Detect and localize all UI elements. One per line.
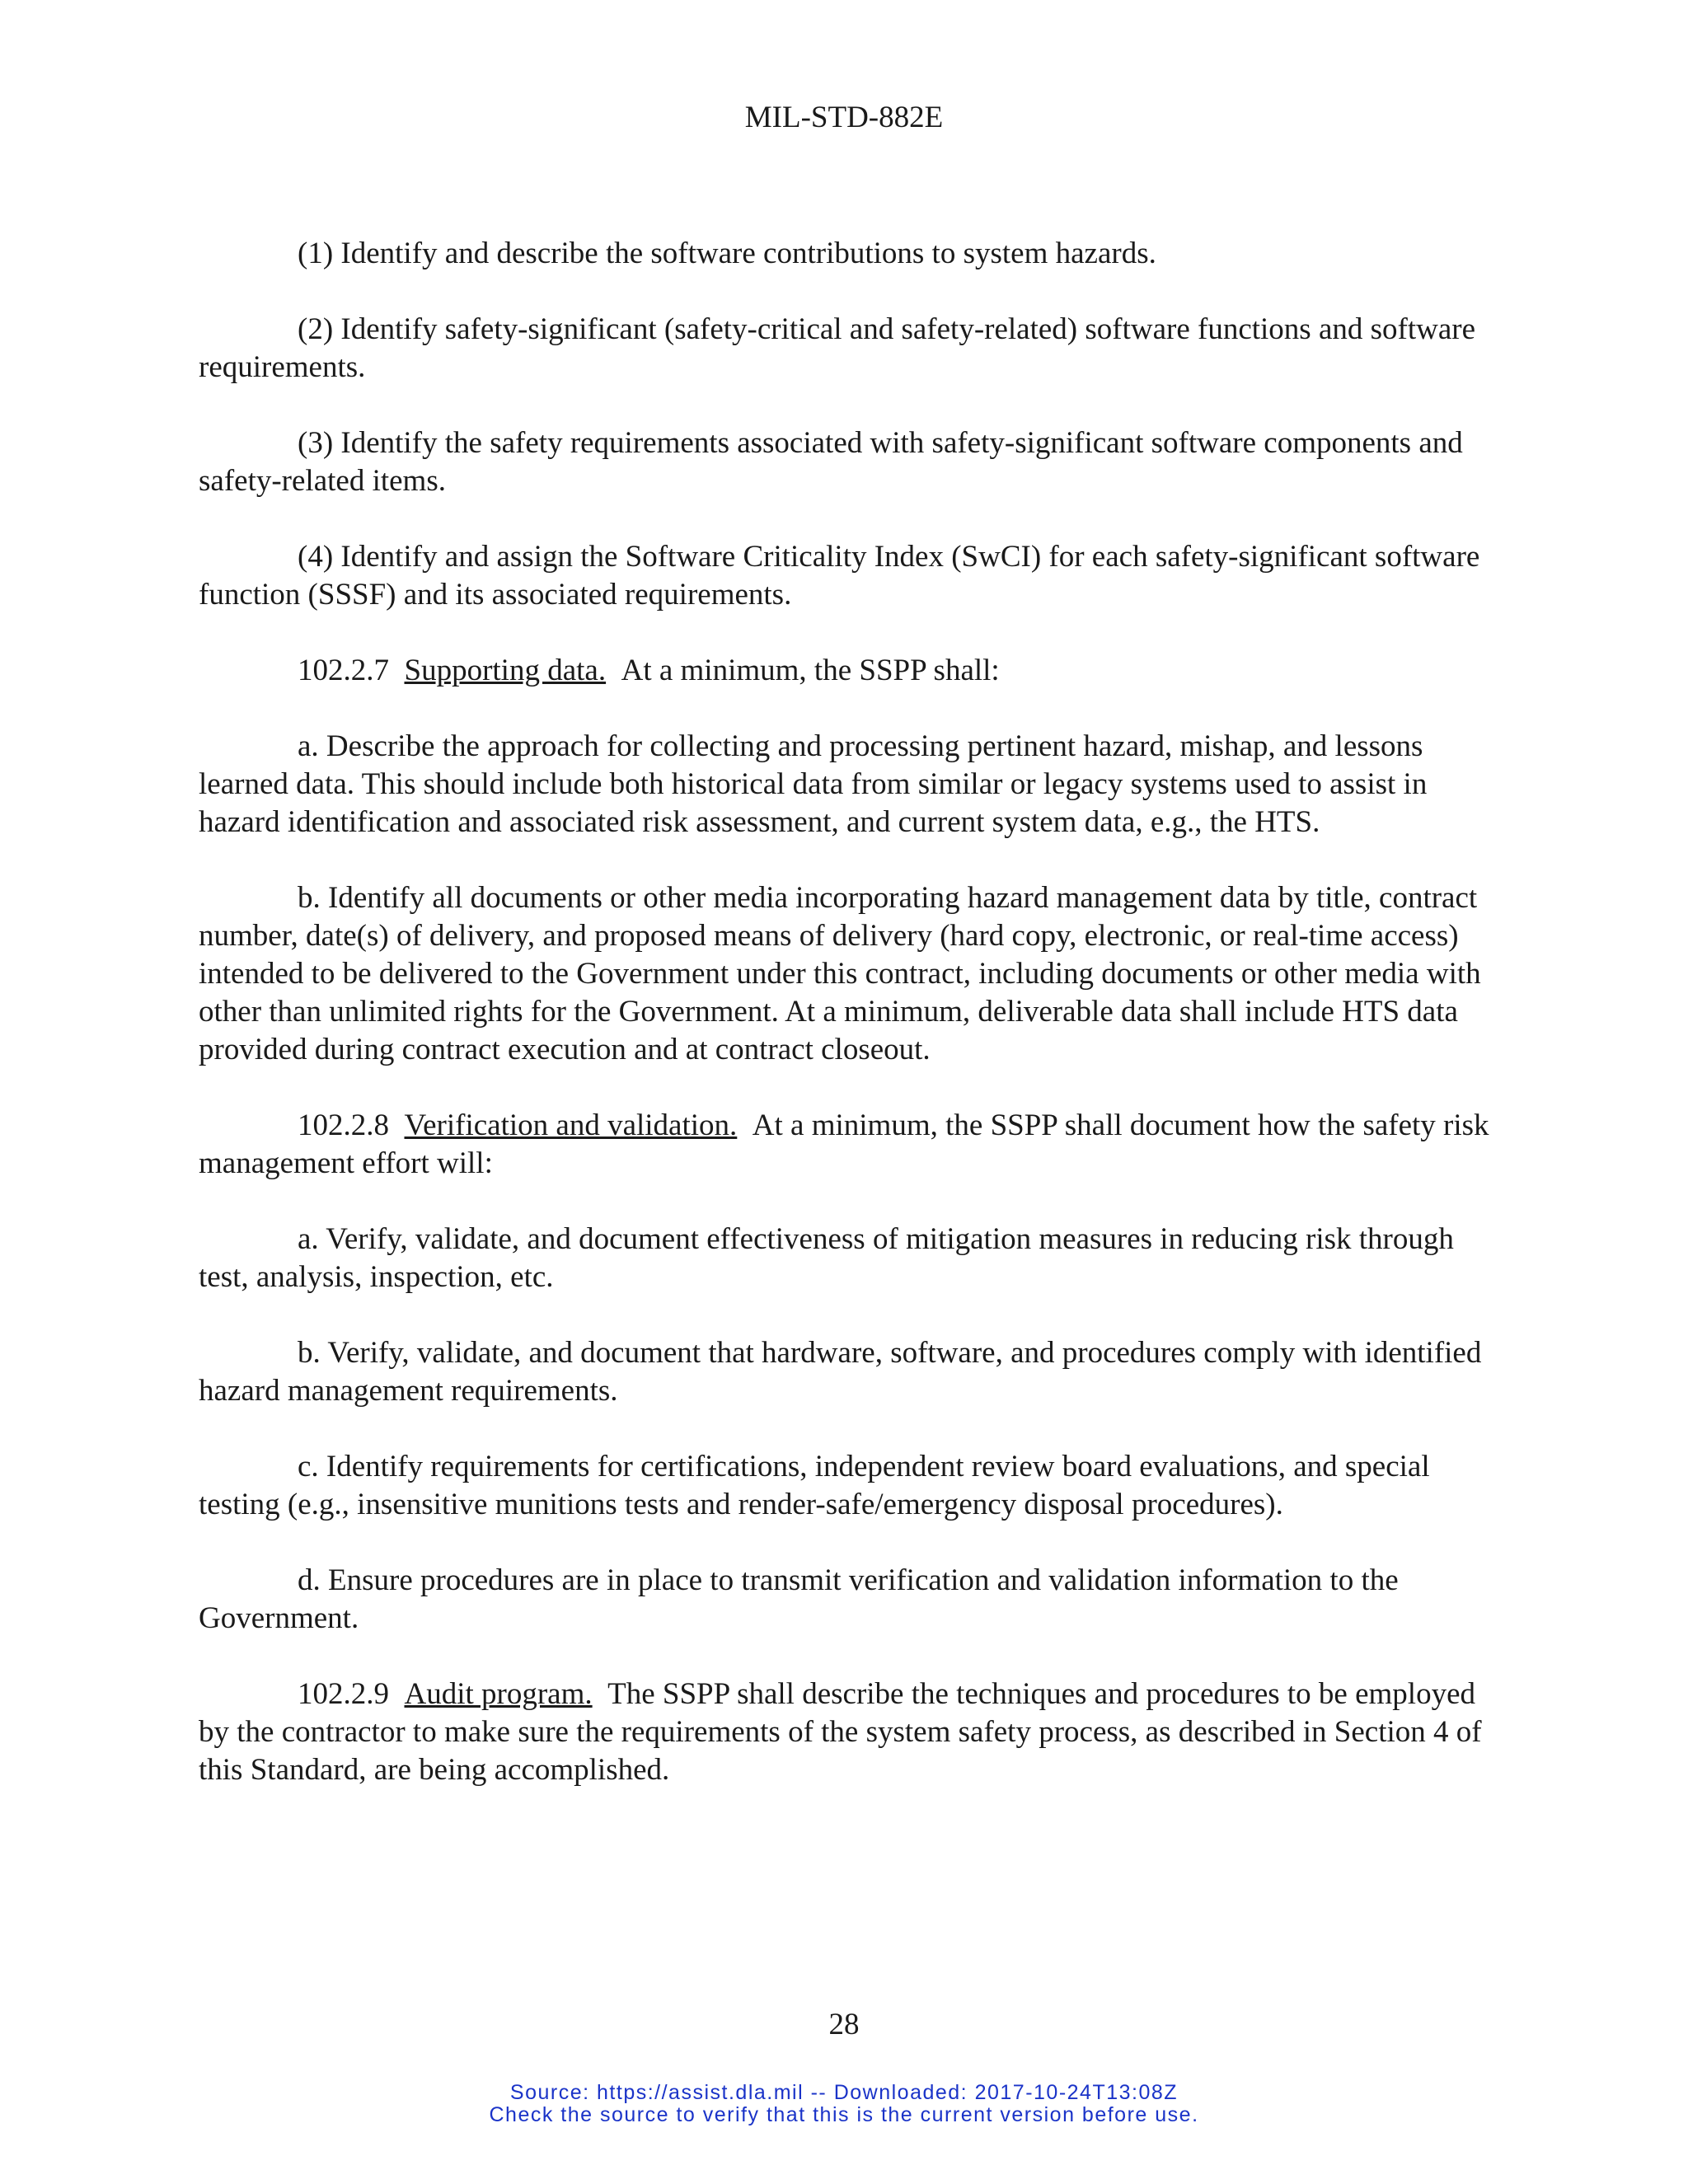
- list-item: [199, 1448, 1489, 1524]
- section-paragraph-102-2-7: [199, 652, 1489, 690]
- list-item: [199, 235, 1489, 273]
- paragraph-text: (3) Identify the safety requirements associated with safety-significant software components and safety-related items.: [199, 426, 1463, 498]
- source-footer: [0, 2082, 1688, 2126]
- list-item: [199, 879, 1489, 1069]
- section-heading: Verification and validation.: [404, 1108, 738, 1142]
- list-item: [199, 728, 1489, 841]
- page-number: 28: [828, 2008, 860, 2041]
- list-item: [199, 1221, 1489, 1296]
- section-paragraph-102-2-9: [199, 1675, 1489, 1789]
- paragraph-text: At a minimum, the SSPP shall:: [621, 654, 1000, 687]
- section-number: 102.2.7: [298, 654, 389, 687]
- section-paragraph-102-2-8: [199, 1107, 1489, 1183]
- list-item: [199, 1562, 1489, 1638]
- list-item: [199, 1334, 1489, 1410]
- section-number: 102.2.9: [298, 1677, 389, 1711]
- paragraph-text: The SSPP shall describe the techniques and procedures to be employed by the contractor to make sure the requirements of the system safety process, as described in Section 4 of this Standard, are being accomplished.: [199, 1677, 1482, 1787]
- paragraph-text: d. Ensure procedures are in place to transmit verification and validation information to the Government.: [199, 1563, 1399, 1635]
- section-number: 102.2.8: [298, 1108, 389, 1142]
- paragraph-text: a. Verify, validate, and document effectiveness of mitigation measures in reducing risk through test, analysis, inspection, etc.: [199, 1222, 1454, 1294]
- paragraph-text: (2) Identify safety-significant (safety-critical and safety-related) software functions and software requirements.: [199, 312, 1476, 384]
- verify-line: Check the source to verify that this is the current version before use.: [489, 2103, 1199, 2126]
- list-item: [199, 538, 1489, 614]
- paragraph-text: At a minimum, the SSPP shall document how the safety risk management effort will:: [199, 1108, 1489, 1180]
- document-id-header: MIL-STD-882E: [744, 101, 944, 134]
- source-line: Source: https://assist.dla.mil -- Downloaded: 2017-10-24T13:08Z: [509, 2081, 1179, 2104]
- paragraph-text: (4) Identify and assign the Software Criticality Index (SwCI) for each safety-significant software function (SSSF) and its associated requirements.: [199, 540, 1480, 612]
- paragraph-text: a. Describe the approach for collecting and processing pertinent hazard, mishap, and lessons learned data. This should include both historical data from similar or legacy systems used to assist in hazard identification and associated risk assessment, and current system data, e.g., the HTS.: [199, 729, 1428, 839]
- paragraph-text: (1) Identify and describe the software contributions to system hazards.: [298, 237, 1156, 270]
- section-heading: Audit program.: [404, 1677, 593, 1711]
- paragraph-text: b. Verify, validate, and document that hardware, software, and procedures comply with identified hazard management requirements.: [199, 1336, 1482, 1408]
- paragraph-text: c. Identify requirements for certifications, independent review board evaluations, and special testing (e.g., insensitive munitions tests and render-safe/emergency disposal procedures).: [199, 1450, 1430, 1521]
- list-item: [199, 311, 1489, 387]
- paragraph-text: b. Identify all documents or other media incorporating hazard management data by title, contract number, date(s) of delivery, and proposed means of delivery (hard copy, electronic, or real-time access) intended to be delivered to the Government under this contract, including documents or other media with other than unlimited rights for the Government. At a minimum, deliverable data shall include HTS data provided during contract execution and at contract closeout.: [199, 881, 1481, 1066]
- list-item: [199, 424, 1489, 500]
- document-body: [199, 235, 1489, 1827]
- section-heading: Supporting data.: [404, 654, 607, 687]
